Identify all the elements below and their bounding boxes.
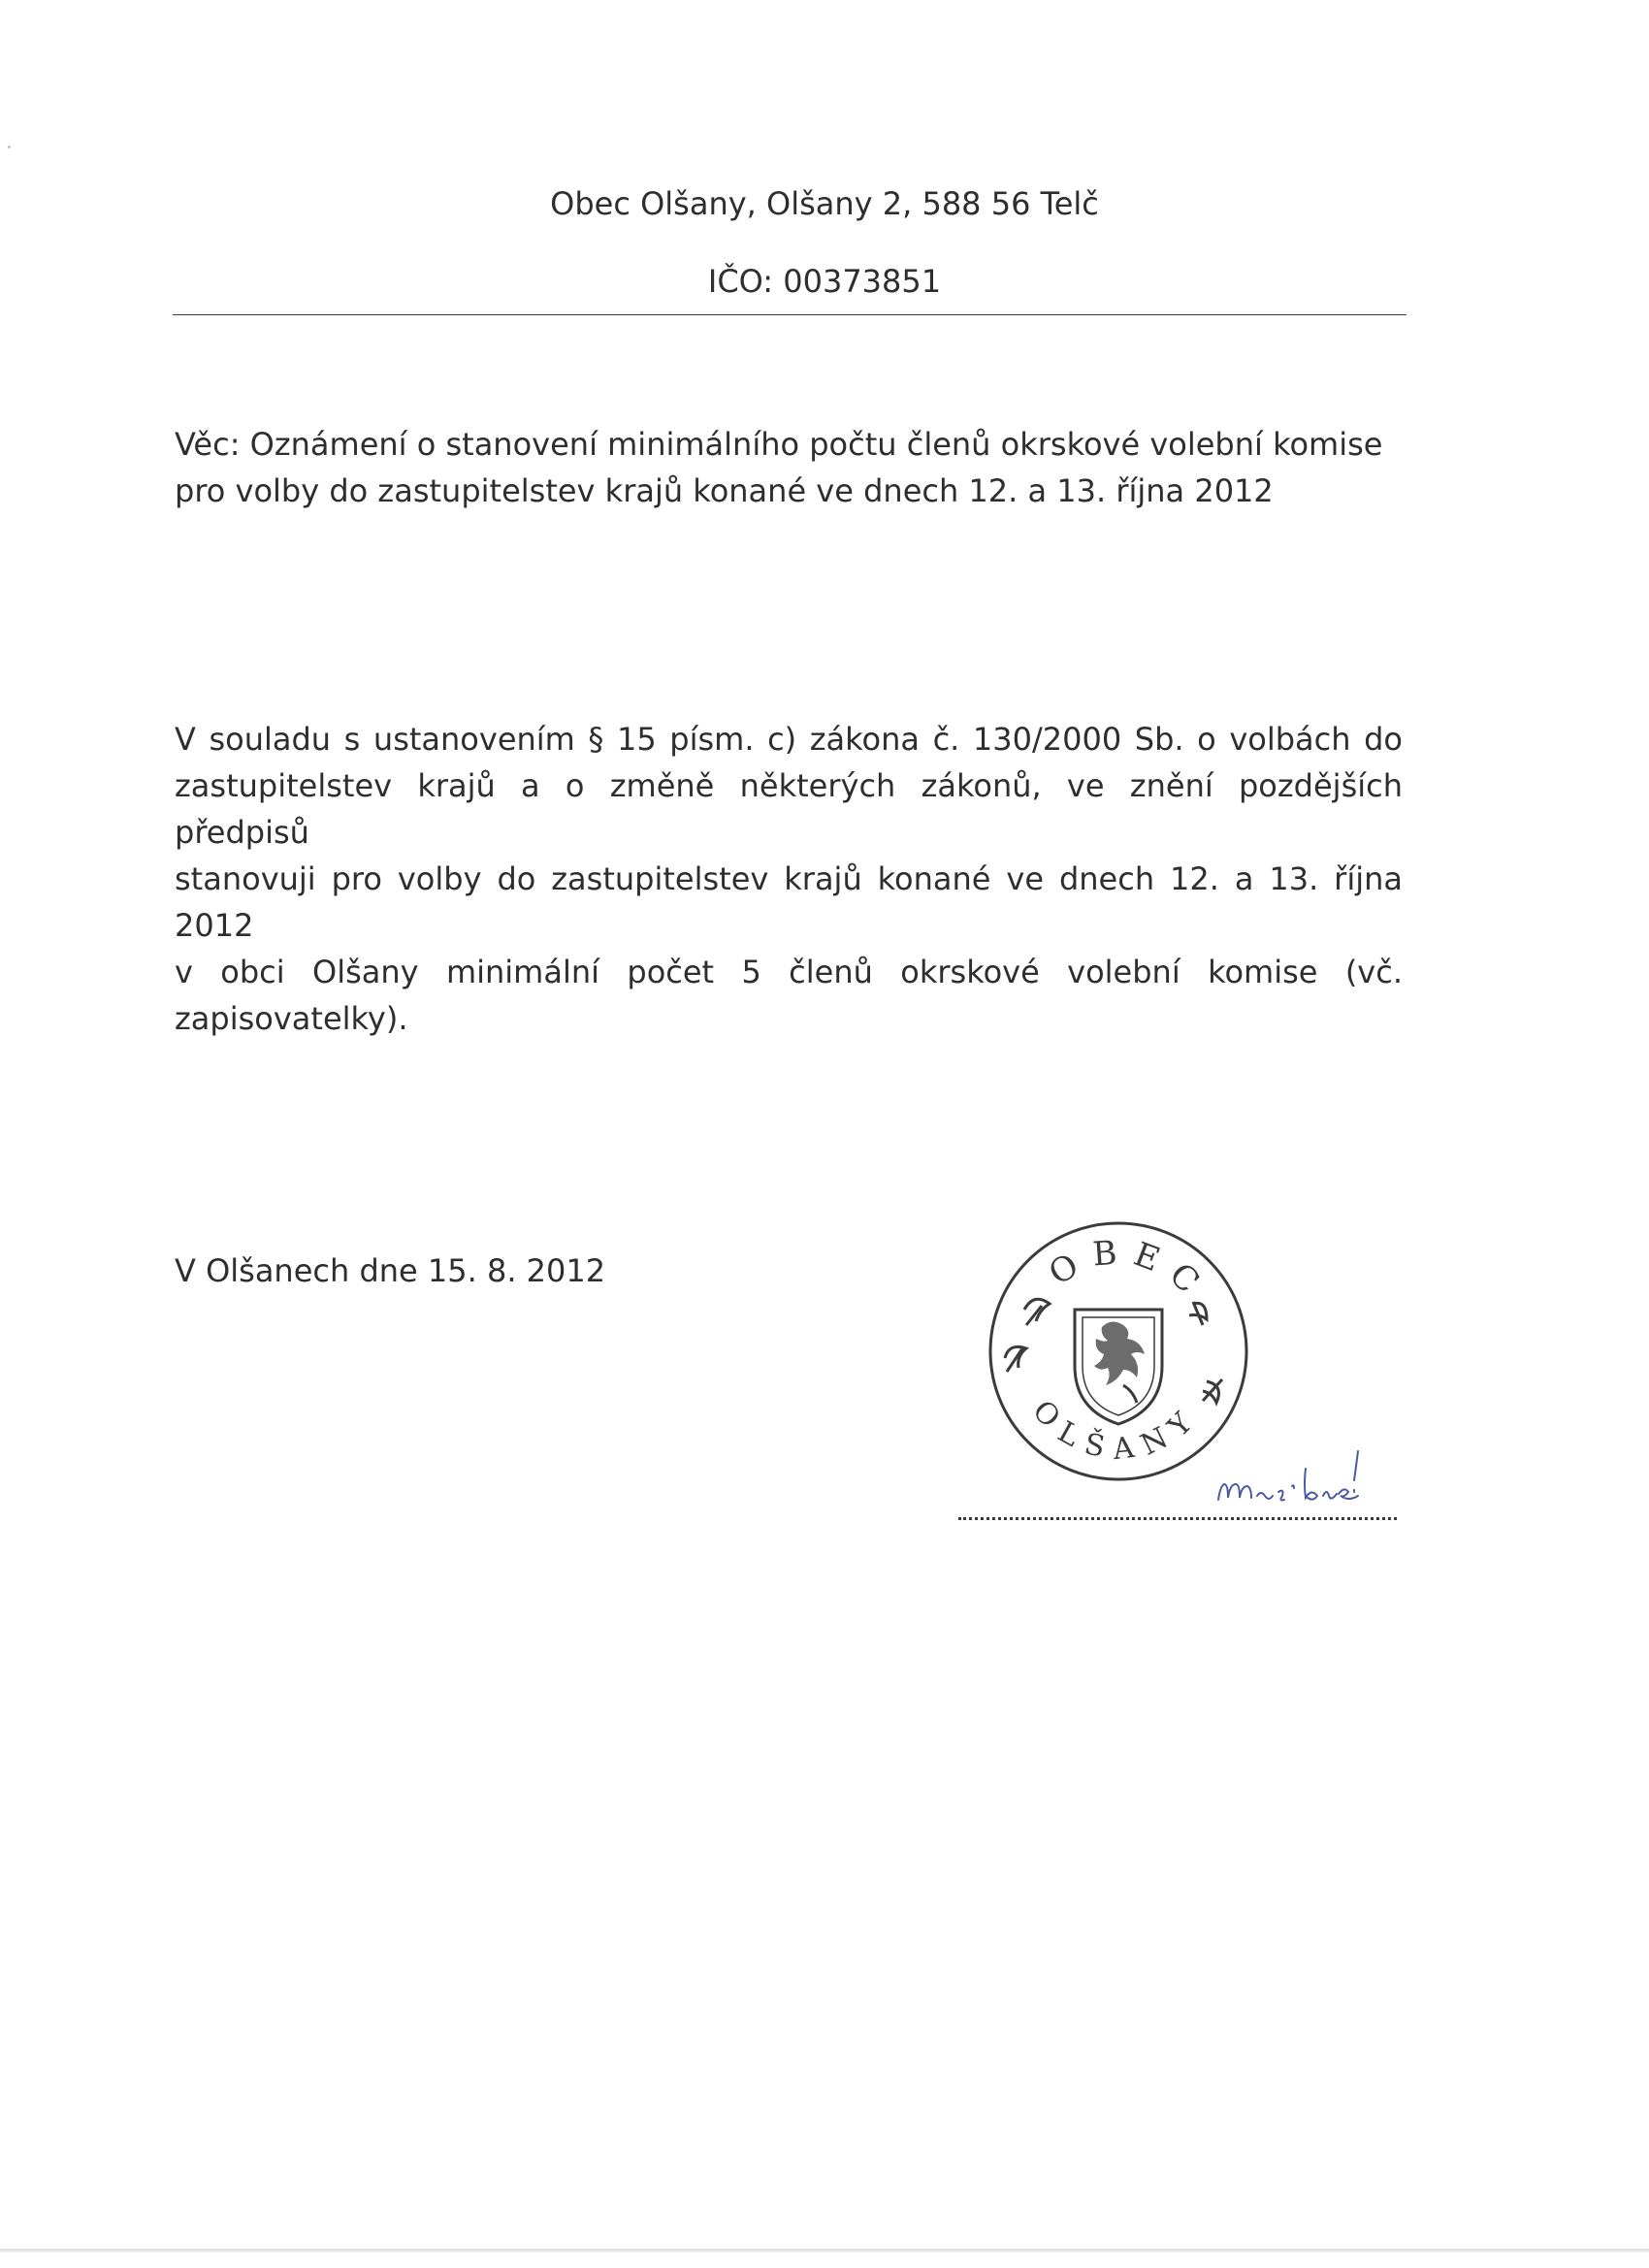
body-line: V souladu s ustanovením § 15 písm. c) zákona č. 130/2000 Sb. o volbách do bbox=[175, 721, 1403, 758]
municipality-address: Obec Olšany, Olšany 2, 588 56 Telč bbox=[550, 185, 1099, 222]
stamp-bottom-text: OLŠANY bbox=[1025, 1394, 1208, 1468]
body-paragraph bbox=[175, 716, 1403, 1042]
signature-dotted-line bbox=[958, 1517, 1397, 1520]
body-line: zapisovatelky). bbox=[175, 1000, 408, 1037]
stamp-top-text: OBEC bbox=[1042, 1232, 1216, 1311]
body-line: zastupitelstev krajů a o změně některých zákonů, ve znění pozdějších předpisů bbox=[175, 767, 1403, 851]
subject-line: pro volby do zastupitelstev krajů konané ve dnech 12. a 13. října 2012 bbox=[175, 472, 1274, 509]
coat-of-arms-icon bbox=[1075, 1310, 1162, 1424]
body-line: stanovuji pro volby do zastupitelstev krajů konané ve dnech 12. a 13. října 2012 bbox=[175, 860, 1403, 944]
body-line: v obci Olšany minimální počet 5 členů okrskové volební komise (vč. bbox=[175, 954, 1403, 990]
subject-line: Věc: Oznámení o stanovení minimálního počtu členů okrskové volební komise bbox=[175, 426, 1383, 463]
subject-paragraph bbox=[175, 421, 1403, 514]
handwritten-signature bbox=[1212, 1445, 1377, 1513]
place-and-date: V Olšanech dne 15. 8. 2012 bbox=[175, 1252, 606, 1289]
header-divider bbox=[173, 314, 1406, 315]
company-id-number: IČO: 00373851 bbox=[707, 263, 942, 300]
scan-bottom-edge bbox=[0, 2249, 1649, 2252]
scan-artifact bbox=[8, 146, 11, 148]
